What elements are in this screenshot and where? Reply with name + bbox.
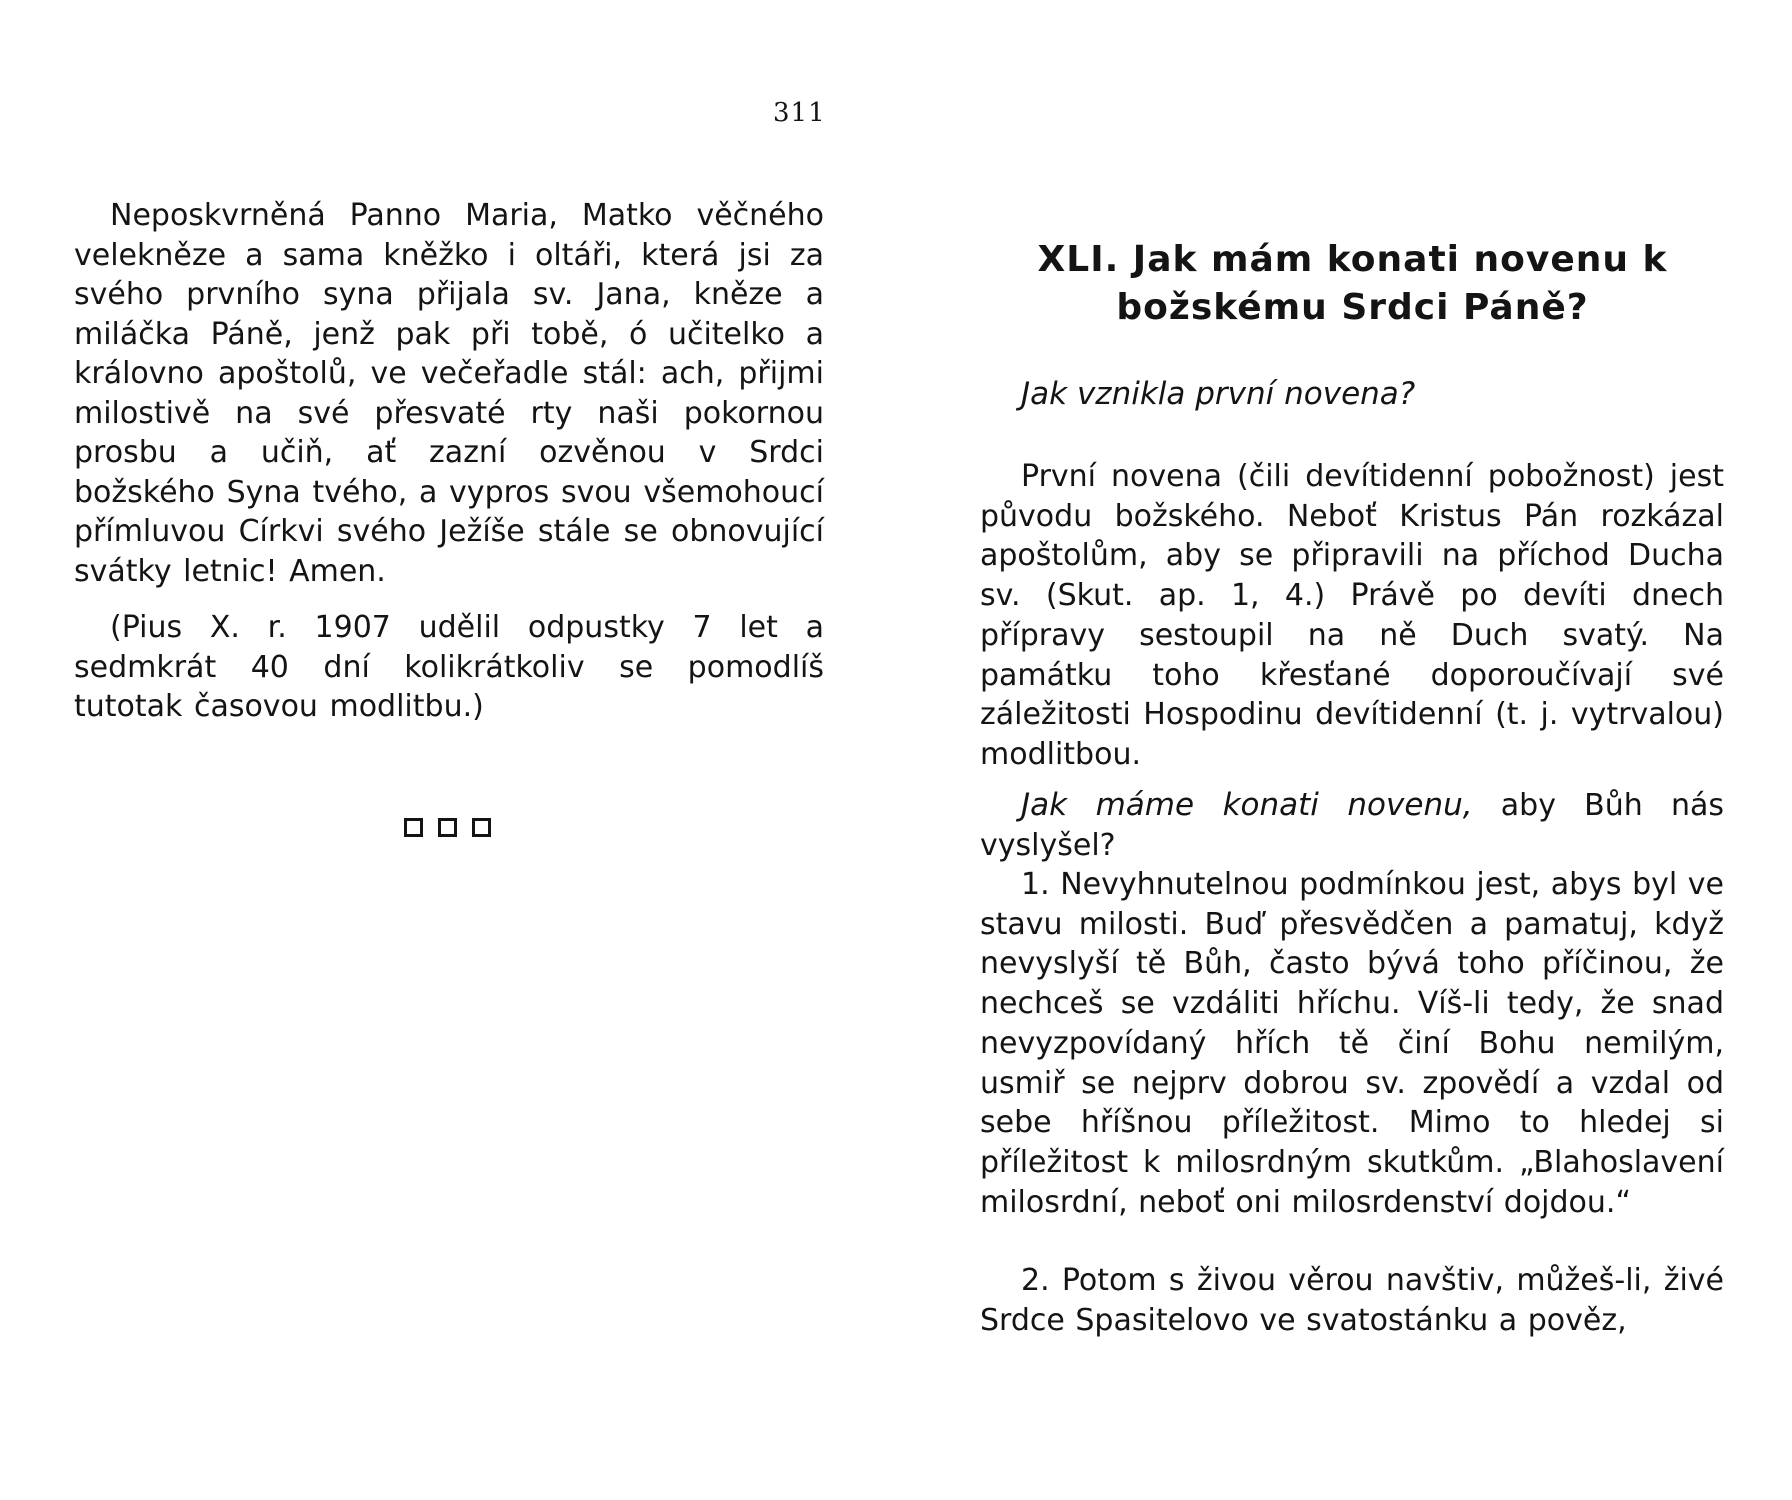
paragraph-how-question xyxy=(980,786,1724,865)
point-one: 1. Nevyhnutelnou podmínkou jest, abys byl ve stavu milosti. Buď přesvědčen a pamatuj, když nevyslyší tě Bůh, často bývá toho příčinou, že nechceš se vzdáliti hříchu. Víš-li tedy, že snad nevyzpovídaný hřích tě činí Bohu nemilým, usmiř se nejprv dobrou sv. zpovědí a vzdal od sebe hříšnou příležitost. Mimo to hledej si příležitost k milosrdným skutkům. „Blahoslavení milosrdní, neboť oni milosrdenství dojdou.“ xyxy=(980,867,1724,1220)
prayer-text: Neposkvrněná Panno Maria, Matko věčného velekněze a sama kněžko i oltáři, která jsi za svého prvního syna přijala sv. Jana, kněze a miláčka Páně, jenž pak při tobě, ó učitelko a královno apoštolů, ve večeřadle stál: ach, přijmi milostivě na své přesvaté rty naši pokornou prosbu a učiň, ať zazní ozvěnou v Srdci božského Syna tvého, a vypros svou všemohoucí přímluvou Církvi svého Ježíše stále se obnovující svátky letnic! Amen. xyxy=(74,198,824,589)
ornament-square-icon xyxy=(472,818,491,837)
question-how-rest: aby Bůh nás vyslyšel? xyxy=(980,788,1724,863)
paragraph-origin: První novena (čili devítidenní pobožnost) jest původu božského. Neboť Kristus Pán rozkázal apoštolům, aby se připravili na příchod Ducha sv. (Skut. ap. 1, 4.) Právě po devíti dnech přípravy sestoupil na ně Duch svatý. Na památku toho křesťané doporoučívají své záležitosti Hospodinu devítidenní (t. j. vytrvalou) modlitbou. xyxy=(980,459,1724,772)
question-how: Jak máme konati novenu, xyxy=(1021,787,1473,823)
point-two: 2. Potom s živou věrou navštiv, můžeš-li, živé Srdce Spasitelovo ve svatostánku a pověz, xyxy=(980,1263,1724,1338)
section-ornament xyxy=(404,818,491,837)
chapter-title: XLI. Jak mám konati novenu k božskému Srdci Páně? xyxy=(1037,239,1668,328)
question-origin: Jak vznikla první novena? xyxy=(1021,376,1416,412)
right-page xyxy=(896,0,1792,1500)
ornament-square-icon xyxy=(404,818,423,837)
ornament-square-icon xyxy=(438,818,457,837)
indulgence-note: (Pius X. r. 1907 udělil odpustky 7 let a sedmkrát 40 dní kolikrátkoliv se pomodlíš tutotak časovou modlitbu.) xyxy=(74,610,824,724)
page-number: 311 xyxy=(773,98,826,128)
